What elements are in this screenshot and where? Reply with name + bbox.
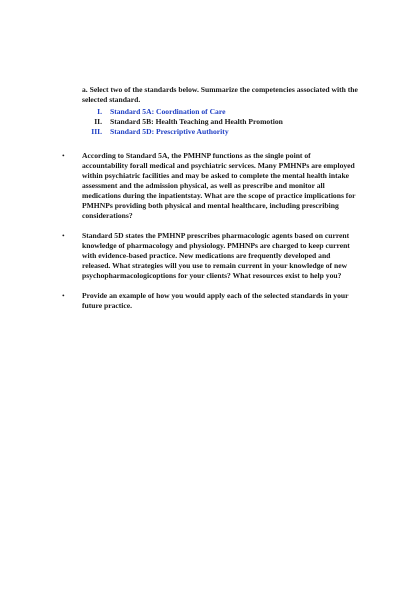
bullet-dot-icon: • xyxy=(62,291,65,300)
standard-item-5b xyxy=(82,117,367,127)
standard-item-5a xyxy=(82,107,367,117)
standards-list xyxy=(82,107,367,137)
bullet-text: Provide an example of how you would apply each of the selected standards in your future practice. xyxy=(82,291,349,310)
bullet-text: According to Standard 5A, the PMHNP functions as the single point of accountability forall medical and psychiatric services. Many PMHNPs are employed within psychiatric facilities and may be asked to complete the mental health intake assessment and the admission physical, as well as prescribe and monitor all medications during the inpatientstay. What are the scope of practice implications for PMHNPs providing both physical and mental healthcare, including prescribing considerations? xyxy=(82,151,356,220)
question-bullet-list xyxy=(62,151,362,321)
standard-label: Standard 5B: Health Teaching and Health Promotion xyxy=(110,117,283,126)
bullet-text: Standard 5D states the PMHNP prescribes pharmacologic agents based on current knowledge of pharmacology and physiology. PMHNPs are charged to keep current with evidence-based practice. New medications are frequently developed and released. What strategies will you use to remain current in your knowledge of new psychopharmacologicoptions for your clients? What resources exist to help you? xyxy=(82,231,350,280)
standard-item-5d xyxy=(82,127,367,137)
standard-numeral: III. xyxy=(91,127,102,136)
standard-numeral: I. xyxy=(97,107,102,116)
standard-label: Standard 5D: Prescriptive Authority xyxy=(110,127,229,136)
bullet-item-application xyxy=(62,291,362,311)
bullet-dot-icon: • xyxy=(62,231,65,240)
standard-label: Standard 5A: Coordination of Care xyxy=(110,107,226,116)
section-a-intro: a. Select two of the standards below. Summarize the competencies associated with the selected standard. xyxy=(82,85,358,104)
bullet-item-standard-5a xyxy=(62,151,362,221)
section-a xyxy=(82,85,367,137)
bullet-dot-icon: • xyxy=(62,151,65,160)
bullet-item-standard-5d xyxy=(62,231,362,281)
standard-numeral: II. xyxy=(94,117,102,126)
